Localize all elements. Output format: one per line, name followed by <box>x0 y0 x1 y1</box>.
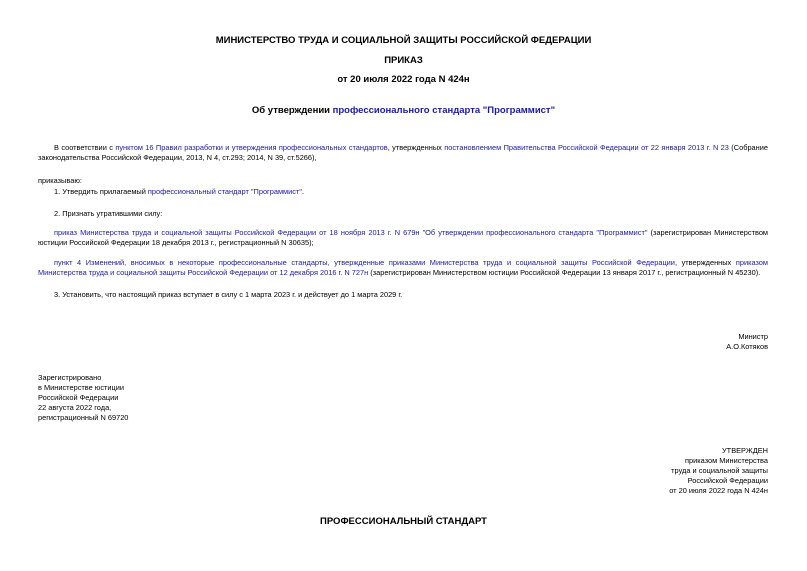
item-1 <box>54 187 304 197</box>
ministry-heading: МИНИСТЕРСТВО ТРУДА И СОЦИАЛЬНОЙ ЗАЩИТЫ РОССИЙСКОЙ ФЕДЕРАЦИИ <box>215 35 592 46</box>
order-title-link[interactable]: профессионального стандарта "Программист" <box>332 105 556 116</box>
approved-line-1: УТВЕРЖДЕН <box>721 446 768 455</box>
item-3: 3. Установить, что настоящий приказ вступает в силу с 1 марта 2023 г. и действует до 1 марта 2029 г. <box>54 290 403 299</box>
signature-name: А.О.Котяков <box>726 342 768 351</box>
standard-title: ПРОФЕССИОНАЛЬНЫЙ СТАНДАРТ <box>320 516 487 527</box>
revoked-order-2-text-1: , утвержденных <box>674 258 736 267</box>
amendments-link[interactable]: пункт 4 Изменений, вносимых в некоторые профессиональные стандарты, утвержденные приказами Министерства труда и социальной защиты Российской Федерации <box>54 258 675 267</box>
approved-line-3: труда и социальной защиты <box>671 466 768 475</box>
revoked-order-2 <box>38 258 768 278</box>
item-2: 2. Признать утратившими силу: <box>54 209 163 218</box>
registration-line-3: Российской Федерации <box>38 393 119 402</box>
revoked-order-1-text: (зарегистрирован Министерством юстиции Российской Федерации 18 декабря 2013 г., регистрационный N 30635); <box>38 228 769 247</box>
paragraph-basis-text-2: , утвержденных <box>387 143 445 152</box>
revoked-order-1 <box>38 228 768 248</box>
date-number-heading: от 20 июля 2022 года N 424н <box>337 74 470 85</box>
revoked-order-2-text-2: (зарегистрирован Министерством юстиции Российской Федерации 13 января 2017 г., регистрационный N 45230). <box>368 268 761 277</box>
government-decree-link[interactable]: постановлением Правительства Российской Федерации от 22 января 2013 г. N 23 <box>444 143 729 152</box>
paragraph-basis-text-3: (Собрание законодательства Российской Федерации, 2013, N 4, ст.293; 2014, N 39, ст.5266), <box>38 143 768 162</box>
registration-line-4: 22 августа 2022 года, <box>38 403 112 412</box>
approved-line-5: от 20 июля 2022 года N 424н <box>669 486 768 495</box>
order-title <box>0 105 807 116</box>
paragraph-basis-text-1: В соответствии с <box>54 143 116 152</box>
standard-link[interactable]: профессиональный стандарт "Программист" <box>147 187 302 196</box>
approved-block <box>568 446 768 496</box>
amending-order-link[interactable]: приказом Министерства труда и социальной защиты Российской Федерации от 12 декабря 2016 г. N 727н <box>38 258 768 277</box>
order-word: приказываю: <box>38 176 82 185</box>
item-1-text: 1. Утвердить прилагаемый <box>54 187 148 196</box>
item-1-end: . <box>301 187 305 196</box>
order-title-prefix: Об утверждении <box>251 105 333 116</box>
paragraph-basis <box>38 143 768 163</box>
doc-type-heading: ПРИКАЗ <box>384 55 423 66</box>
approved-line-2: приказом Министерства <box>685 456 768 465</box>
rules-link[interactable]: пунктом 16 Правил разработки и утверждения профессиональных стандартов <box>115 143 388 152</box>
approved-line-4: Российской Федерации <box>687 476 768 485</box>
signature-position: Министр <box>738 332 768 341</box>
registration-line-5: регистрационный N 69720 <box>38 413 129 422</box>
registration-block <box>38 373 128 423</box>
registration-line-2: в Министерстве юстиции <box>38 383 125 392</box>
registration-line-1: Зарегистрировано <box>38 373 102 382</box>
revoked-order-1-link[interactable]: приказ Министерства труда и социальной защиты Российской Федерации от 18 ноября 2013 г. N 679н "Об утверждении профессионального стандарта "Программист" <box>54 228 648 237</box>
